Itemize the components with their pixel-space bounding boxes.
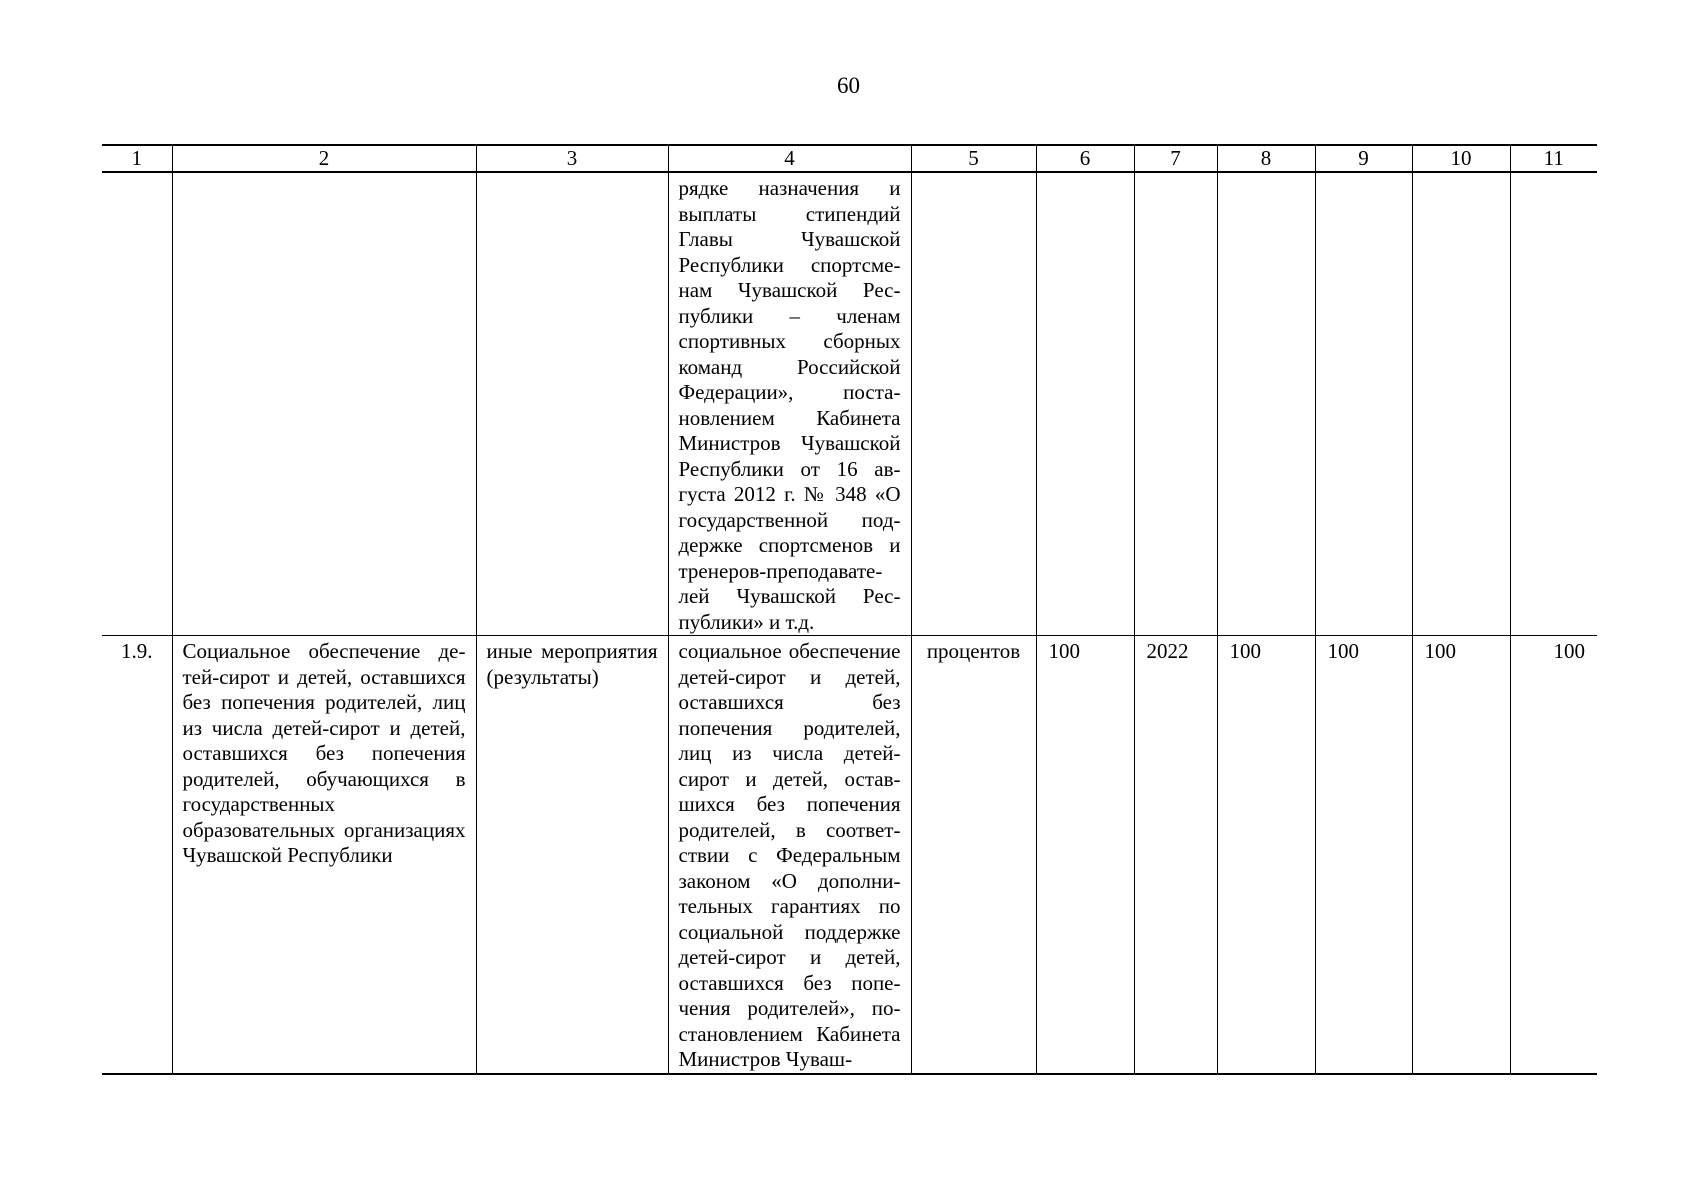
program-table	[102, 144, 1597, 1075]
column-header: 5	[911, 145, 1036, 172]
table-cell	[102, 636, 172, 1074]
column-header: 1	[102, 145, 172, 172]
column-header: 2	[172, 145, 476, 172]
legal-basis-text: социальное обеспечение детей-сирот и детей, оставшихся без попечения родителей, лиц из числа детей-сирот и детей, оставшихся без попечения родителей, в соответствии с Федеральным законом «О дополнительных гарантиях по социальной поддержке детей-сирот и детей, оставшихся без попечения родителей», постановлением Кабинета Министров Чуваш-	[678, 639, 901, 1071]
value-cell: 100	[1424, 639, 1456, 663]
table-cell	[1036, 636, 1134, 1074]
column-header: 9	[1315, 145, 1412, 172]
legal-basis-text: рядке назначения и выплаты стипендий Главы Чувашской Республики спортсменам Чувашской Республики – членам спортивных сборных команд Российской Федерации», постановлением Кабинета Министров Чувашской Республики от 16 августа 2012 г. № 348 «О государственной поддержке спортсменов и тренеров-преподавателей Чувашской Республики» и т.д.	[678, 176, 901, 634]
table-cell	[668, 172, 911, 636]
column-header: 4	[668, 145, 911, 172]
table-cell	[476, 636, 668, 1074]
measure-name: Социальное обеспечение детей-сирот и детей, оставшихся без попечения родителей, лиц из числа детей-сирот и детей, оставшихся без попечения родителей, обучающихся в государственных образовательных организациях Чувашской Республики	[182, 639, 466, 867]
header-row	[102, 145, 1597, 172]
table-cell	[1412, 172, 1510, 636]
column-header: 7	[1134, 145, 1217, 172]
row-number: 1.9.	[121, 639, 153, 663]
table-cell	[1217, 172, 1315, 636]
table-cell	[102, 172, 172, 636]
table-cell	[1315, 172, 1412, 636]
column-header: 11	[1510, 145, 1597, 172]
table-row	[102, 636, 1597, 1074]
table-cell	[476, 172, 668, 636]
table-row	[102, 172, 1597, 636]
page-number: 60	[837, 73, 860, 98]
value-cell: 100	[1327, 639, 1359, 663]
table-cell	[1134, 636, 1217, 1074]
table-cell	[172, 172, 476, 636]
table-cell	[1217, 636, 1315, 1074]
column-header: 8	[1217, 145, 1315, 172]
table-cell	[1510, 172, 1597, 636]
table-cell	[1412, 636, 1510, 1074]
value-cell: 100	[1229, 639, 1261, 663]
table-cell	[911, 172, 1036, 636]
table-cell	[1510, 636, 1597, 1074]
measure-type: иные мероприятия (результаты)	[486, 639, 658, 689]
table-cell	[668, 636, 911, 1074]
table-cell	[172, 636, 476, 1074]
table-cell	[911, 636, 1036, 1074]
column-header: 3	[476, 145, 668, 172]
table-cell	[1036, 172, 1134, 636]
base-value: 100	[1048, 639, 1080, 663]
table-cell	[1315, 636, 1412, 1074]
column-header: 6	[1036, 145, 1134, 172]
column-header: 10	[1412, 145, 1510, 172]
base-year: 2022	[1146, 639, 1189, 663]
unit-of-measure: процентов	[926, 639, 1021, 663]
table-cell	[1134, 172, 1217, 636]
value-cell: 100	[1553, 639, 1585, 663]
